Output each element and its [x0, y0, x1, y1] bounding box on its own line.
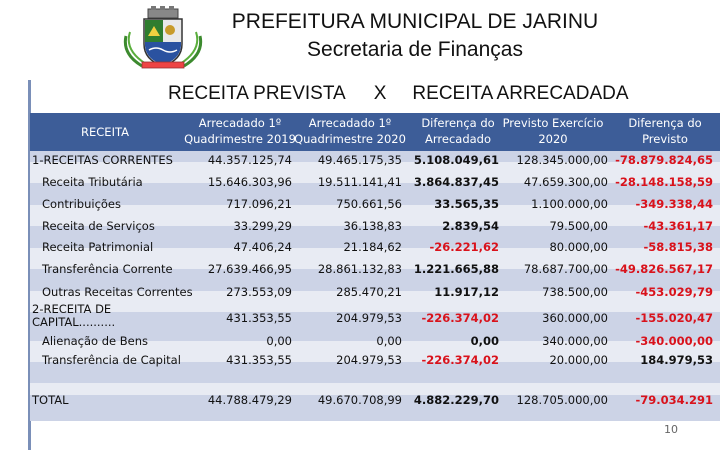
cell-arrecadado-2019: 273.553,09: [226, 285, 292, 299]
row-label: Transferência de Capital: [42, 353, 181, 367]
cell-arrecadado-2019: 15.646.303,96: [207, 175, 292, 189]
cell-previsto: 738.500,00: [542, 285, 608, 299]
cell-arrecadado-2020: 0,00: [376, 334, 402, 348]
cell-diferenca-previsto: 184.979,53: [640, 353, 713, 367]
cell-arrecadado-2019: 0,00: [266, 334, 292, 348]
cell-diferenca-arrecadado: 1.221.665,88: [413, 262, 499, 276]
cell-diferenca-arrecadado: 33.565,35: [434, 197, 499, 211]
col-header-diferenca-previsto: Diferença do Previsto: [628, 116, 702, 146]
cell-arrecadado-2020: 21.184,62: [343, 240, 402, 254]
cell-previsto: 340.000,00: [542, 334, 608, 348]
row-label: Receita Tributária: [42, 175, 143, 189]
cell-arrecadado-2019: 27.639.466,95: [207, 262, 292, 276]
subtitle-right: RECEITA ARRECADADA: [412, 83, 629, 104]
subtitle-separator: X: [373, 83, 387, 104]
cell-arrecadado-2020: 750.661,56: [336, 197, 402, 211]
page-number: 10: [664, 423, 678, 436]
cell-previsto: 1.100.000,00: [531, 197, 608, 211]
cell-diferenca-previsto: -28.148.158,59: [615, 175, 713, 189]
cell-previsto: 360.000,00: [542, 311, 608, 325]
row-label: Outras Receitas Correntes: [42, 285, 193, 299]
cell-arrecadado-2019: 47.406,24: [233, 240, 292, 254]
cell-diferenca-previsto: -49.826.567,17: [615, 262, 713, 276]
row-label: Receita Patrimonial: [42, 240, 154, 254]
cell-arrecadado-2020: 28.861.132,83: [317, 262, 402, 276]
cell-diferenca-arrecadado: 11.917,12: [434, 285, 499, 299]
cell-arrecadado-2020: 36.138,83: [343, 219, 402, 233]
row-label: TOTAL: [32, 393, 69, 407]
col-header-arrecadado-2020: Arrecadado 1º Quadrimestre 2020: [294, 116, 406, 146]
cell-diferenca-arrecadado: 3.864.837,45: [413, 175, 499, 189]
cell-diferenca-previsto: -79.034.291: [635, 393, 713, 407]
row-label: 2-RECEITA DE CAPITAL..........: [32, 302, 116, 329]
cell-arrecadado-2019: 33.299,29: [233, 219, 292, 233]
municipality-title: PREFEITURA MUNICIPAL DE JARINU: [231, 10, 599, 33]
cell-arrecadado-2020: 285.470,21: [336, 285, 402, 299]
cell-diferenca-arrecadado: -26.221,62: [429, 240, 499, 254]
cell-arrecadado-2020: 204.979,53: [336, 311, 402, 325]
row-label: Receita de Serviços: [42, 219, 155, 233]
cell-diferenca-previsto: -340.000,00: [635, 334, 713, 348]
cell-arrecadado-2019: 431.353,55: [226, 311, 292, 325]
col-header-arrecadado-2019: Arrecadado 1º Quadrimestre 2019: [184, 116, 296, 146]
row-label: Transferência Corrente: [42, 262, 173, 276]
cell-diferenca-arrecadado: -226.374,02: [421, 311, 499, 325]
cell-diferenca-previsto: -155.020,47: [635, 311, 713, 325]
cell-arrecadado-2019: 717.096,21: [226, 197, 292, 211]
row-label: Alienação de Bens: [42, 334, 149, 348]
row-label: Contribuições: [42, 197, 121, 211]
cell-arrecadado-2019: 44.788.479,29: [207, 393, 292, 407]
department-title: Secretaria de Finanças: [307, 38, 523, 61]
cell-previsto: 80.000,00: [549, 240, 608, 254]
cell-diferenca-arrecadado: 0,00: [470, 334, 499, 348]
cell-diferenca-previsto: -453.029,79: [635, 285, 713, 299]
table-header-row: [30, 113, 720, 151]
report-subtitle: [168, 83, 629, 105]
cell-arrecadado-2019: 44.357.125,74: [207, 153, 292, 167]
cell-diferenca-arrecadado: 2.839,54: [442, 219, 499, 233]
table-body: [30, 151, 720, 421]
cell-arrecadado-2020: 49.465.175,35: [317, 153, 402, 167]
cell-diferenca-previsto: -43.361,17: [643, 219, 713, 233]
col-header-diferenca-arrecadado: Diferença do Arrecadado: [421, 116, 495, 146]
cell-previsto: 78.687.700,00: [523, 262, 608, 276]
col-header-receita: RECEITA: [81, 125, 129, 139]
municipal-crest-icon: [120, 6, 206, 70]
cell-diferenca-previsto: -58.815,38: [643, 240, 713, 254]
cell-diferenca-previsto: -349.338,44: [635, 197, 713, 211]
cell-diferenca-previsto: -78.879.824,65: [615, 153, 713, 167]
revenue-table: [30, 113, 720, 423]
cell-diferenca-arrecadado: 4.882.229,70: [413, 393, 499, 407]
cell-previsto: 47.659.300,00: [523, 175, 608, 189]
subtitle-left: RECEITA PREVISTA: [168, 83, 346, 104]
cell-diferenca-arrecadado: -226.374,02: [421, 353, 499, 367]
col-header-previsto-2020: Previsto Exercício 2020: [502, 116, 604, 146]
cell-diferenca-arrecadado: 5.108.049,61: [413, 153, 499, 167]
cell-arrecadado-2019: 431.353,55: [226, 353, 292, 367]
cell-previsto: 20.000,00: [549, 353, 608, 367]
row-label: 1-RECEITAS CORRENTES: [32, 153, 173, 167]
cell-arrecadado-2020: 204.979,53: [336, 353, 402, 367]
cell-arrecadado-2020: 19.511.141,41: [317, 175, 402, 189]
cell-arrecadado-2020: 49.670.708,99: [317, 393, 402, 407]
cell-previsto: 128.705.000,00: [516, 393, 608, 407]
cell-previsto: 128.345.000,00: [516, 153, 608, 167]
cell-previsto: 79.500,00: [549, 219, 608, 233]
document-header: [215, 8, 615, 64]
